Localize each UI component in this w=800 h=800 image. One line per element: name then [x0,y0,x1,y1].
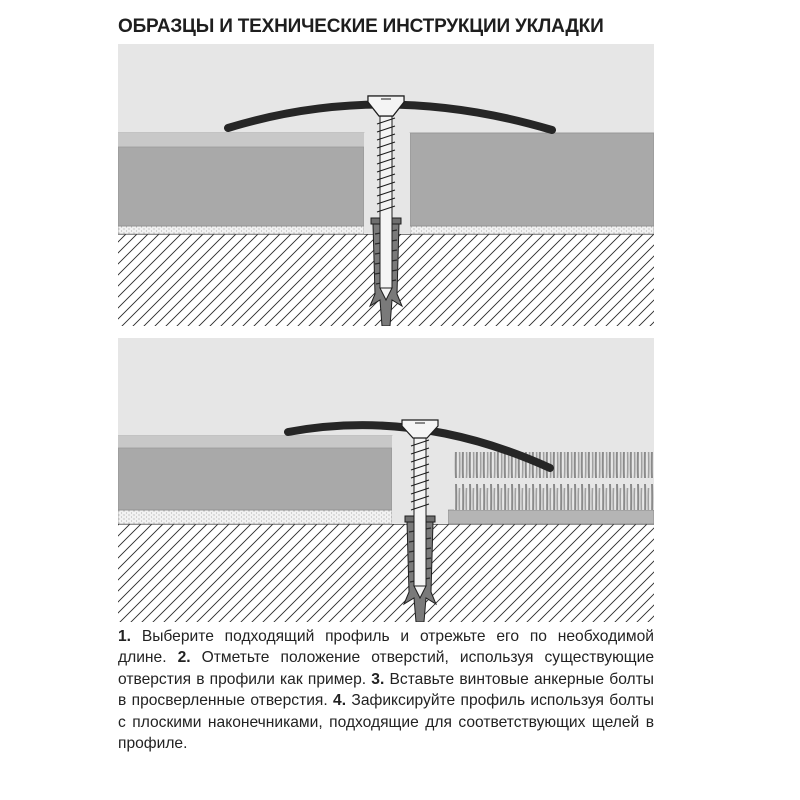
diagram-hard-floor-transition [118,44,654,326]
step-3-number: 3. [371,670,385,688]
page-title: ОБРАЗЦЫ И ТЕХНИЧЕСКИЕ ИНСТРУКЦИИ УКЛАДКИ [118,16,604,37]
underlay-left [118,510,392,524]
diagram-carpet-transition [118,338,654,622]
step-4-text: Зафиксируйте профиль используя болты с плоскими наконечниками, подходящие для соответствующих щелей в профиле. [118,692,655,753]
carpet-pile [454,452,654,510]
step-1-number: 1. [118,628,132,645]
underlay-right [410,226,654,234]
step-1-text: Выберите подходящий профиль и отрежьте его по необходимой длине. [118,628,654,667]
step-2-number: 2. [177,649,191,667]
underlay-left [118,226,364,234]
floor-panel-right [410,133,654,226]
step-2-text: Отметьте положение отверстий, используя существующие отверстия в профили как пример. [118,649,654,688]
subfloor-hatch [118,524,654,622]
carpet-backing [448,510,654,524]
step-3-text: Вставьте винтовые анкерные болты в просверленные отверстия. [118,670,654,710]
screw [411,438,429,598]
step-4-number: 4. [333,692,347,710]
installation-instructions [118,626,654,754]
